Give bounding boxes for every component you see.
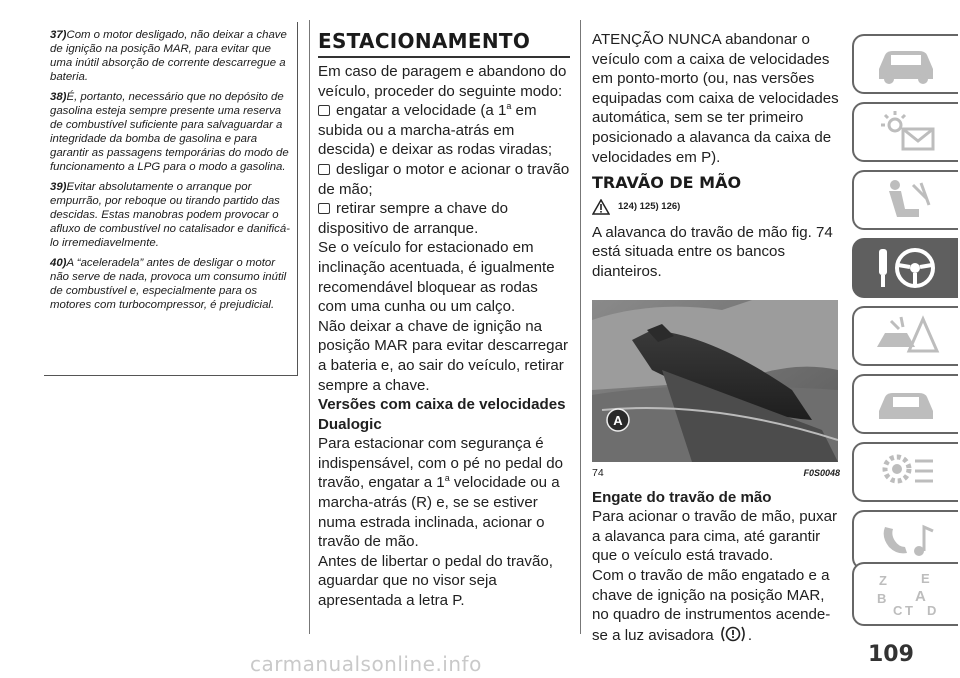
car-icon bbox=[871, 39, 941, 89]
page-number: 109 bbox=[868, 642, 914, 667]
note-text: Com o motor desligado, não deixar a chave de ignição na posição MAR, para evitar que uma inútil absorção de corrente descarregue a bateria. bbox=[50, 29, 287, 83]
tab-vehicle-care[interactable] bbox=[852, 374, 958, 434]
bullet-item bbox=[318, 101, 570, 160]
svg-text:Z: Z bbox=[879, 573, 887, 588]
tab-starting-driving[interactable] bbox=[852, 238, 958, 298]
note-text: É, portanto, necessário que no depósito de gasolina esteja sempre presente uma reserva de combustível suficiente para salvaguardar a integridade da bomba de gasolina e para garantir as passagens temporárias do modo de funcionamento a LPG para o modo a gasolina. bbox=[50, 91, 289, 173]
paragraph: Não deixar a chave de ignição na posição MAR para evitar descarregar a bateria e, ao sair do veículo, retirar sempre a chave. bbox=[318, 317, 568, 394]
tab-safety[interactable] bbox=[852, 170, 958, 230]
paragraph-text: . bbox=[747, 626, 753, 644]
alphabet-index-icon bbox=[871, 569, 941, 619]
section-heading: TRAVÃO DE MÃO bbox=[592, 173, 742, 193]
svg-text:B: B bbox=[877, 591, 887, 606]
figure-code: F0S0048 bbox=[803, 467, 840, 478]
tab-emergency[interactable] bbox=[852, 306, 958, 366]
tab-technical-data[interactable] bbox=[852, 442, 958, 502]
note-number: 40) bbox=[50, 257, 67, 269]
paragraph bbox=[318, 434, 570, 552]
breakdown-triangle-icon bbox=[871, 311, 941, 361]
superscript: a bbox=[506, 101, 512, 112]
attention-text: ATENÇÃO NUNCA abandonar o veículo com a caixa de velocidades em ponto-morto (ou, nas versões equipadas com caixa de velocidades automática, sem se ter primeiro posicionado a alavanca da caixa de velocidades em P). bbox=[592, 31, 839, 166]
svg-text:D: D bbox=[927, 603, 937, 618]
intro-text: Em caso de paragem e abandono do veículo, proceder do seguinte modo: bbox=[318, 63, 567, 100]
note-number: 37) bbox=[50, 29, 67, 41]
note-number: 39) bbox=[50, 181, 67, 193]
svg-text:A: A bbox=[915, 588, 926, 605]
bullet-item bbox=[318, 160, 570, 199]
bullet-text: em subida ou a marcha-atrás em descida) e deixar as rodas viradas; bbox=[318, 102, 553, 159]
note-text: A “aceleradela” antes de desligar o motor não serve de nada, provoca um consumo inútil de combustível e, especialmente para os motores com turbocompressor, é prejudicial. bbox=[50, 257, 287, 311]
note-text: Evitar absolutamente o arranque por empurrão, por reboque ou tirando partido das descidas. Estas manobras podem provocar o afluxo de combustível no catalisador e danificá-lo irremediavelmente. bbox=[50, 181, 290, 249]
note-37 bbox=[50, 28, 291, 84]
lights-and-mail-icon bbox=[871, 107, 941, 157]
warning-refs bbox=[592, 197, 840, 217]
tab-vehicle[interactable] bbox=[852, 34, 958, 94]
reference-numbers: 124) 125) 126) bbox=[618, 201, 681, 213]
paragraph: A alavanca do travão de mão fig. 74 está situada entre os bancos dianteiros. bbox=[592, 223, 833, 280]
bullet-text: retirar sempre a chave do dispositivo de arranque. bbox=[318, 200, 508, 237]
checkbox-bullet-icon bbox=[318, 105, 330, 116]
paragraph-text: Para estacionar com segurança é indispensável, com o pé no pedal do travão, engatar a 1 bbox=[318, 435, 564, 492]
brake-warning-light-icon bbox=[718, 625, 748, 643]
checkbox-bullet-icon bbox=[318, 203, 330, 214]
right-column bbox=[592, 30, 840, 645]
bullet-text: desligar o motor e acionar o travão de mão; bbox=[318, 160, 570, 198]
warning-triangle-icon bbox=[592, 199, 610, 215]
notes-box bbox=[44, 22, 298, 376]
tab-dashboard[interactable] bbox=[852, 102, 958, 162]
section-heading: ESTACIONAMENTO bbox=[318, 30, 570, 58]
handbrake-photo bbox=[592, 300, 838, 462]
paragraph bbox=[592, 566, 840, 645]
seat-airbag-icon bbox=[871, 175, 941, 225]
note-38 bbox=[50, 90, 291, 174]
checkbox-bullet-icon bbox=[318, 164, 330, 175]
car-jack-icon bbox=[871, 379, 941, 429]
column-divider bbox=[309, 20, 310, 634]
paragraph: Para acionar o travão de mão, puxar a alavanca para cima, até garantir que o veículo está travado. bbox=[592, 508, 837, 565]
svg-text:C: C bbox=[893, 603, 903, 618]
svg-text:T: T bbox=[905, 603, 913, 618]
superscript: a bbox=[444, 473, 450, 484]
figure-caption bbox=[592, 466, 840, 480]
note-40 bbox=[50, 256, 291, 312]
figure-label: A bbox=[613, 412, 623, 428]
bullet-text: engatar a velocidade (a 1 bbox=[336, 102, 507, 120]
paragraph: Se o veículo for estacionado em inclinação acentuada, é igualmente recomendável bloquear as rodas com uma cunha ou um calço. bbox=[318, 239, 555, 316]
note-number: 38) bbox=[50, 91, 67, 103]
column-divider bbox=[580, 20, 581, 634]
paragraph-text: Com o travão de mão engatado e a chave de ignição na posição MAR, no quadro de instrumentos acende-se a luz avisadora bbox=[592, 566, 831, 644]
bullet-item bbox=[318, 199, 570, 238]
tab-index[interactable] bbox=[852, 562, 958, 626]
paragraph-text: velocidade ou a marcha-atrás (R) e, se se estiver numa estrada inclinada, acionar o travão de mão. bbox=[318, 474, 560, 551]
subheading: Versões com caixa de velocidades Dualogic bbox=[318, 396, 566, 433]
tab-multimedia[interactable] bbox=[852, 510, 958, 570]
gears-icon bbox=[871, 447, 941, 497]
handbrake-illustration bbox=[592, 300, 838, 462]
figure-number: 74 bbox=[592, 466, 604, 479]
phone-music-icon bbox=[871, 515, 941, 565]
key-and-steering-wheel-icon bbox=[871, 243, 941, 293]
watermark: carmanualsonline.info bbox=[250, 652, 482, 676]
svg-text:E: E bbox=[921, 571, 930, 586]
middle-column bbox=[318, 30, 570, 611]
paragraph: Antes de libertar o pedal do travão, aguardar que no visor seja apresentada a letra P. bbox=[318, 552, 553, 610]
subheading: Engate do travão de mão bbox=[592, 488, 772, 506]
note-39 bbox=[50, 180, 291, 250]
